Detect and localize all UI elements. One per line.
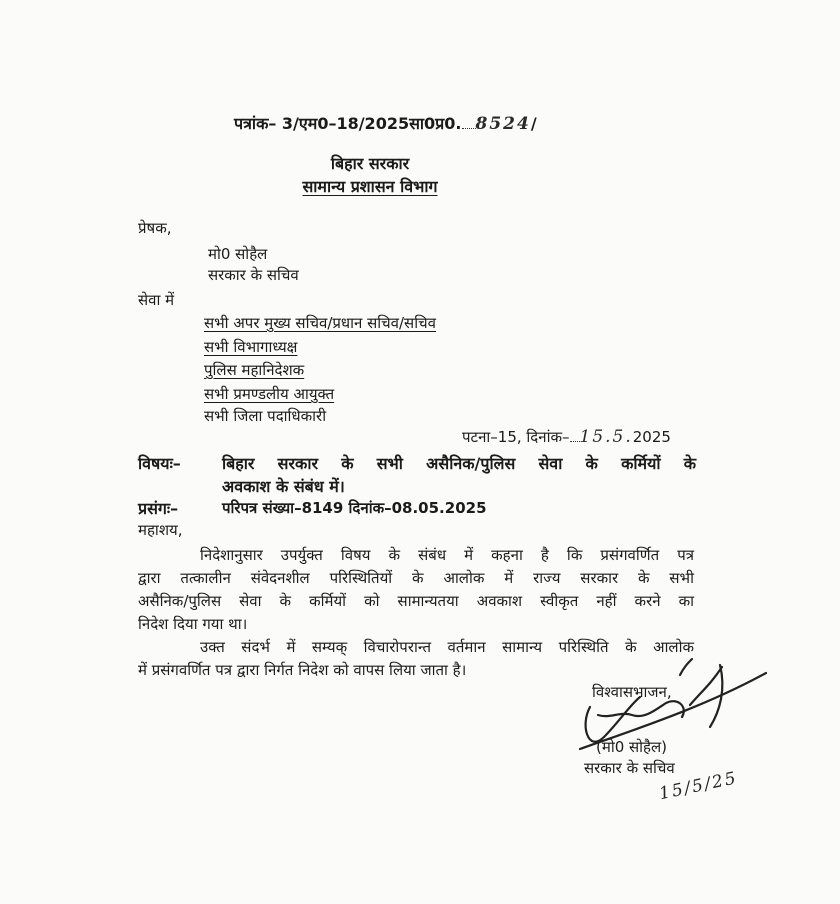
recipient-item: सभी प्रमण्डलीय आयुक्त xyxy=(204,385,335,403)
reference-label: प्रसंगः– xyxy=(138,499,179,518)
department-name: सामान्य प्रशासन विभाग xyxy=(302,177,438,196)
signatory-designation: सरकार के सचिव xyxy=(584,759,675,777)
recipient-item: सभी विभागाध्यक्ष xyxy=(204,338,298,356)
sender-designation: सरकार के सचिव xyxy=(208,266,299,284)
letter-number xyxy=(234,112,537,134)
subject-line-2: अवकाश के संबंध में। xyxy=(222,477,345,496)
body-line: उक्त संदर्भ में सम्यक् विचारोपरान्त वर्तमान सामान्य परिस्थिति के आलोक xyxy=(200,638,694,656)
body-line: में प्रसंगवर्णित पत्र द्वारा निर्गत निदेश को वापस लिया जाता है। xyxy=(138,661,467,679)
body-line: निदेशानुसार उपर्युक्त विषय के संबंध में कहना है कि प्रसंगवर्णित पत्र xyxy=(200,546,694,564)
subject-line-1: बिहार सरकार के सभी असैनिक/पुलिस सेवा के कर्मियों के xyxy=(222,454,696,473)
body-line: निदेश दिया गया था। xyxy=(138,615,248,633)
letter-number-suffix: / xyxy=(530,114,537,133)
salutation: महाशय, xyxy=(138,521,183,539)
body-line: द्वारा तत्कालीन संवेदनशील परिस्थितियों के आलोक में राज्य सरकार के सभी xyxy=(138,569,694,587)
subject-label: विषयः– xyxy=(138,454,181,473)
reference-text: परिपत्र संख्या–8149 दिनांक–08.05.2025 xyxy=(222,499,487,517)
date-year: 2025 xyxy=(632,428,671,446)
valediction: विश्वासभाजन, xyxy=(592,683,672,701)
recipient-item: पुलिस महानिदेशक xyxy=(204,361,305,379)
signature-scrawl xyxy=(570,645,790,815)
signatory-name: (मो0 सोहैल) xyxy=(596,738,668,756)
letter-number-prefix: पत्रांक– 3/एम0–18/2025सा0प्र0. xyxy=(234,114,462,133)
recipient-item: सभी अपर मुख्य सचिव/प्रधान सचिव/सचिव xyxy=(204,314,436,332)
date-prefix: पटना–15, दिनांक– xyxy=(462,428,570,446)
handwritten-date: 15/5/25 xyxy=(657,768,740,805)
sender-label: प्रेषक, xyxy=(138,219,172,237)
recipient-item: सभी जिला पदाधिकारी xyxy=(204,407,327,425)
letter-number-handwritten: 8524 xyxy=(475,114,531,134)
sender-name: मो0 सोहैल xyxy=(208,245,268,263)
body-line: असैनिक/पुलिस सेवा के कर्मियों को सामान्यतया अवकाश स्वीकृत नहीं करने का xyxy=(138,592,694,610)
government-name: बिहार सरकार xyxy=(330,154,410,173)
letter-date xyxy=(462,427,671,447)
date-handwritten: 15.5. xyxy=(579,427,633,447)
recipients-label: सेवा में xyxy=(138,291,175,309)
